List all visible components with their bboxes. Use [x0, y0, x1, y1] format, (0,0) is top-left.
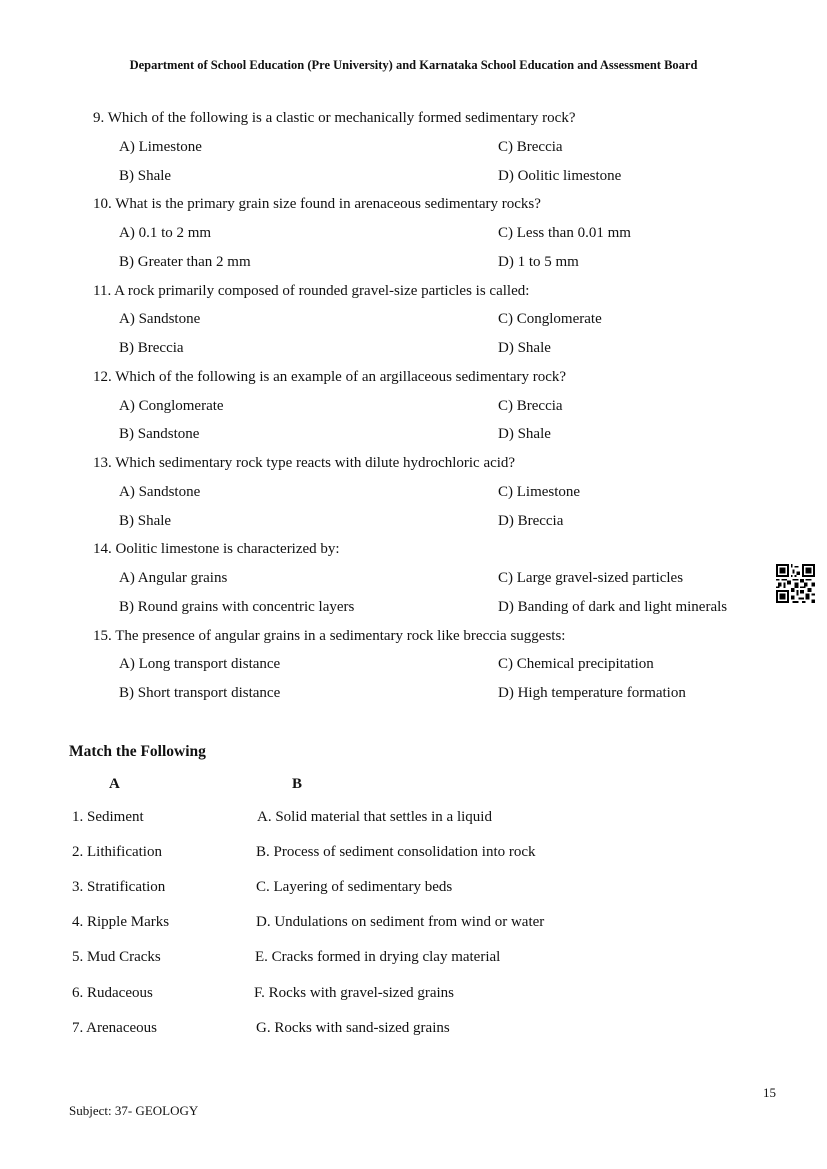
match-item-b: G. Rocks with sand-sized grains	[256, 1020, 450, 1036]
qr-code-icon	[776, 564, 815, 603]
question-11-option-c: C) Conglomerate	[498, 311, 602, 327]
question-15-option-b: B) Short transport distance	[119, 685, 281, 701]
match-item-b: F. Rocks with gravel-sized grains	[254, 985, 455, 1001]
question-9-option-d: D) Oolitic limestone	[498, 168, 622, 184]
question-11-option-a: A) Sandstone	[119, 311, 201, 327]
question-12-option-d: D) Shale	[498, 426, 551, 442]
subject-footer: Subject: 37- GEOLOGY	[69, 1103, 199, 1118]
question-10-option-a: A) 0.1 to 2 mm	[119, 225, 212, 241]
match-item-a: 4. Ripple Marks	[72, 914, 170, 930]
match-item-b: C. Layering of sedimentary beds	[256, 879, 453, 895]
question-11-option-d: D) Shale	[498, 340, 551, 356]
question-15-option-a: A) Long transport distance	[119, 656, 281, 672]
question-10-option-c: C) Less than 0.01 mm	[498, 225, 631, 241]
match-item-a: 3. Stratification	[72, 879, 166, 895]
column-a-header: A	[109, 776, 120, 792]
question-10-option-d: D) 1 to 5 mm	[498, 254, 579, 270]
question-9-option-c: C) Breccia	[498, 139, 563, 155]
question-11-option-b: B) Breccia	[119, 340, 184, 356]
question-9: 9. Which of the following is a clastic or mechanically formed sedimentary rock?	[93, 110, 576, 126]
question-9-option-a: A) Limestone	[119, 139, 202, 155]
question-15-option-c: C) Chemical precipitation	[498, 656, 654, 672]
question-14-option-c: C) Large gravel-sized particles	[498, 570, 684, 586]
question-13: 13. Which sedimentary rock type reacts with dilute hydrochloric acid?	[93, 455, 516, 471]
match-item-a: 1. Sediment	[72, 809, 144, 825]
question-11: 11. A rock primarily composed of rounded gravel-size particles is called:	[93, 283, 530, 299]
question-9-option-b: B) Shale	[119, 168, 172, 184]
question-14-option-a: A) Angular grains	[119, 570, 228, 586]
match-item-a: 5. Mud Cracks	[72, 949, 161, 965]
question-15: 15. The presence of angular grains in a sedimentary rock like breccia suggests:	[93, 628, 566, 644]
question-10: 10. What is the primary grain size found in arenaceous sedimentary rocks?	[93, 196, 541, 212]
question-14: 14. Oolitic limestone is characterized by:	[93, 541, 340, 557]
match-item-b: E. Cracks formed in drying clay material	[255, 949, 501, 965]
match-item-b: D. Undulations on sediment from wind or water	[256, 914, 545, 930]
match-item-b: B. Process of sediment consolidation into rock	[256, 844, 536, 860]
match-item-a: 7. Arenaceous	[72, 1020, 157, 1036]
page-number: 15	[763, 1085, 776, 1100]
column-b-header: B	[292, 776, 303, 792]
question-13-option-d: D) Breccia	[498, 513, 564, 529]
question-14-option-d: D) Banding of dark and light minerals	[498, 599, 728, 615]
page-header: Department of School Education (Pre University) and Karnataka School Education and Assessment Board	[129, 58, 698, 72]
match-item-a: 6. Rudaceous	[72, 985, 153, 1001]
match-item-b: A. Solid material that settles in a liquid	[257, 809, 492, 825]
question-12-option-b: B) Sandstone	[119, 426, 200, 442]
section-title: Match the Following	[69, 743, 206, 760]
match-item-a: 2. Lithification	[72, 844, 162, 860]
question-14-option-b: B) Round grains with concentric layers	[119, 599, 355, 615]
question-12: 12. Which of the following is an example of an argillaceous sedimentary rock?	[93, 369, 567, 385]
question-12-option-c: C) Breccia	[498, 398, 563, 414]
question-13-option-a: A) Sandstone	[119, 484, 201, 500]
question-12-option-a: A) Conglomerate	[119, 398, 224, 414]
question-13-option-b: B) Shale	[119, 513, 172, 529]
question-10-option-b: B) Greater than 2 mm	[119, 254, 251, 270]
question-13-option-c: C) Limestone	[498, 484, 581, 500]
question-15-option-d: D) High temperature formation	[498, 685, 686, 701]
